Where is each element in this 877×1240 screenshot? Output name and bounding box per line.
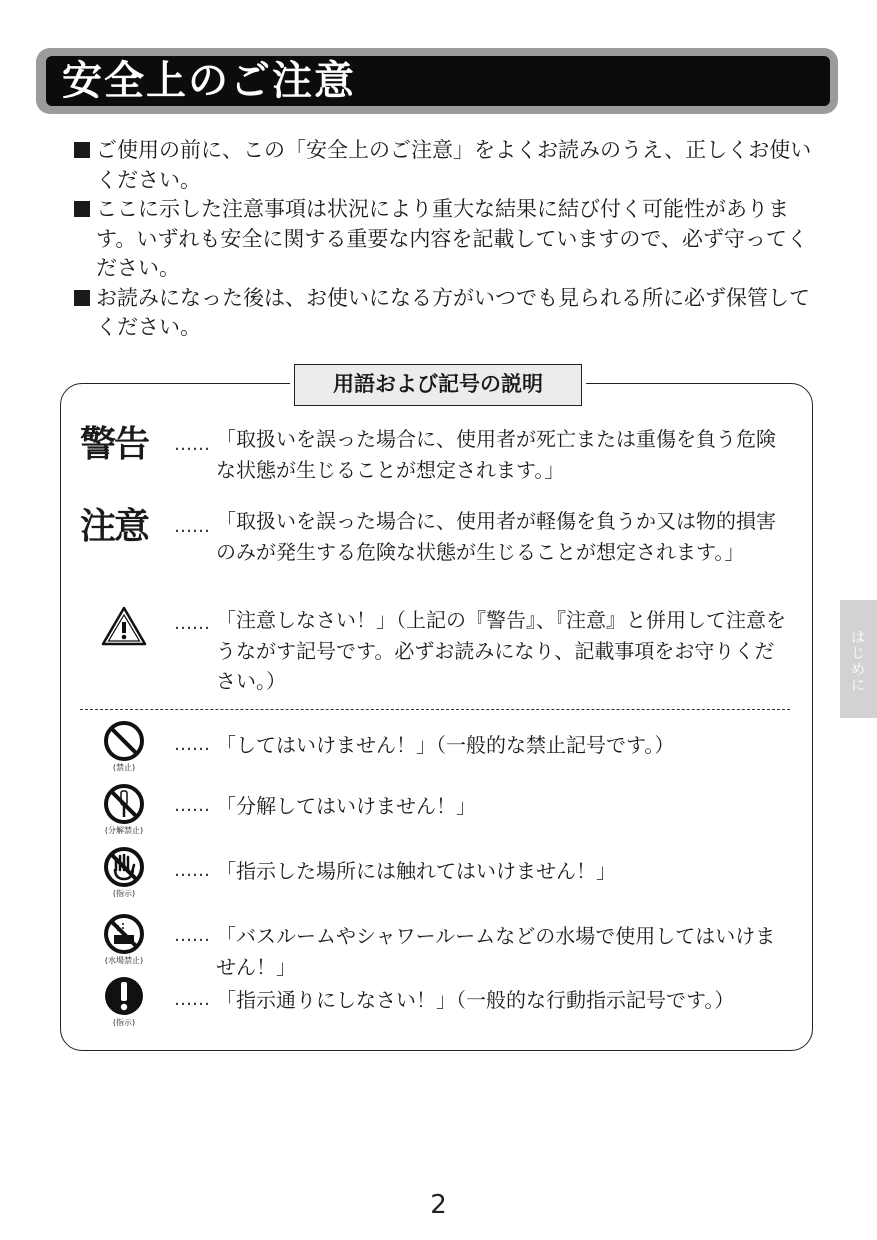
page-number: 2 (430, 1190, 447, 1220)
no-touch-symbol (80, 846, 168, 899)
symbol-row-no-disassembly (80, 783, 791, 836)
term-row-attention (80, 605, 791, 697)
intro-item (72, 195, 812, 284)
no-touch-icon (103, 846, 145, 888)
side-tab-label: はじめに (851, 630, 865, 694)
square-bullet-icon (74, 201, 90, 217)
prohibition-symbol (80, 720, 168, 773)
symbol-desc: 「分解してはいけません！」 (216, 794, 476, 818)
term-row-caution (80, 506, 791, 567)
intro-list (72, 136, 812, 343)
side-tab (840, 600, 877, 718)
dashed-divider (80, 709, 790, 710)
symbol-caption: (禁止) (112, 763, 136, 772)
term-desc: 「取扱いを誤った場合に、使用者が死亡または重傷を負う危険な状態が生じることが想定されます。」 (216, 427, 776, 482)
intro-item (72, 136, 812, 195)
symbol-caption: (分解禁止) (104, 826, 144, 835)
symbol-desc: 「指示通りにしなさい！」（一般的な行動指示記号です。） (216, 988, 735, 1012)
intro-text: ご使用の前に、この「安全上のご注意」をよくお読みのうえ、正しくお使いください。 (96, 138, 812, 192)
symbol-row-no-water (80, 913, 791, 982)
leader-dots: …… (174, 925, 210, 946)
symbol-desc: 「してはいけません！」（一般的な禁止記号です。） (216, 733, 675, 757)
leader-dots: …… (174, 795, 210, 816)
title-background (46, 56, 830, 106)
intro-text: お読みになった後は、お使いになる方がいつでも見られる所に必ず保管してください。 (96, 285, 810, 339)
symbol-row-mandatory (80, 975, 791, 1028)
title-bar (36, 48, 838, 114)
symbol-desc: 「バスルームやシャワールームなどの水場で使用してはいけません！」 (216, 924, 776, 979)
mandatory-action-icon (103, 975, 145, 1017)
term-warning: 警告 (80, 424, 149, 465)
no-disassembly-icon (103, 783, 145, 825)
no-disassembly-symbol (80, 783, 168, 836)
square-bullet-icon (74, 290, 90, 306)
warning-triangle-icon (80, 605, 168, 647)
no-water-area-symbol (80, 913, 168, 966)
page-title: 安全上のご注意 (62, 58, 356, 104)
term-caution: 注意 (80, 506, 149, 547)
term-desc: 「注意しなさい！」（上記の『警告』、『注意』と併用して注意をうながす記号です。必ずお読みになり、記載事項をお守りください。） (216, 608, 786, 693)
prohibition-icon (103, 720, 145, 762)
symbol-caption: (指示) (112, 889, 136, 898)
leader-dots: …… (174, 860, 210, 881)
intro-text: ここに示した注意事項は状況により重大な結果に結び付く可能性があります。いずれも安全に関する重要な内容を記載していますので、必ず守ってください。 (96, 197, 808, 280)
symbol-desc: 「指示した場所には触れてはいけません！」 (216, 859, 616, 883)
leader-dots: …… (174, 613, 210, 634)
terms-box-title-wrap (290, 364, 586, 406)
leader-dots: …… (174, 516, 210, 537)
term-row-warning (80, 424, 791, 485)
term-desc: 「取扱いを誤った場合に、使用者が軽傷を負うか又は物的損害のみが発生する危険な状態が生じることが想定されます。」 (216, 509, 776, 564)
leader-dots: …… (174, 734, 210, 755)
no-water-area-icon (103, 913, 145, 955)
intro-item (72, 284, 812, 343)
symbol-caption: (水場禁止) (104, 956, 144, 965)
symbol-caption: (指示) (112, 1018, 136, 1027)
mandatory-action-symbol (80, 975, 168, 1028)
terms-box-title: 用語および記号の説明 (294, 364, 582, 406)
leader-dots: …… (174, 989, 210, 1010)
leader-dots: …… (174, 434, 210, 455)
symbol-row-no-touch (80, 846, 791, 899)
symbol-row-prohibition (80, 720, 791, 773)
square-bullet-icon (74, 142, 90, 158)
